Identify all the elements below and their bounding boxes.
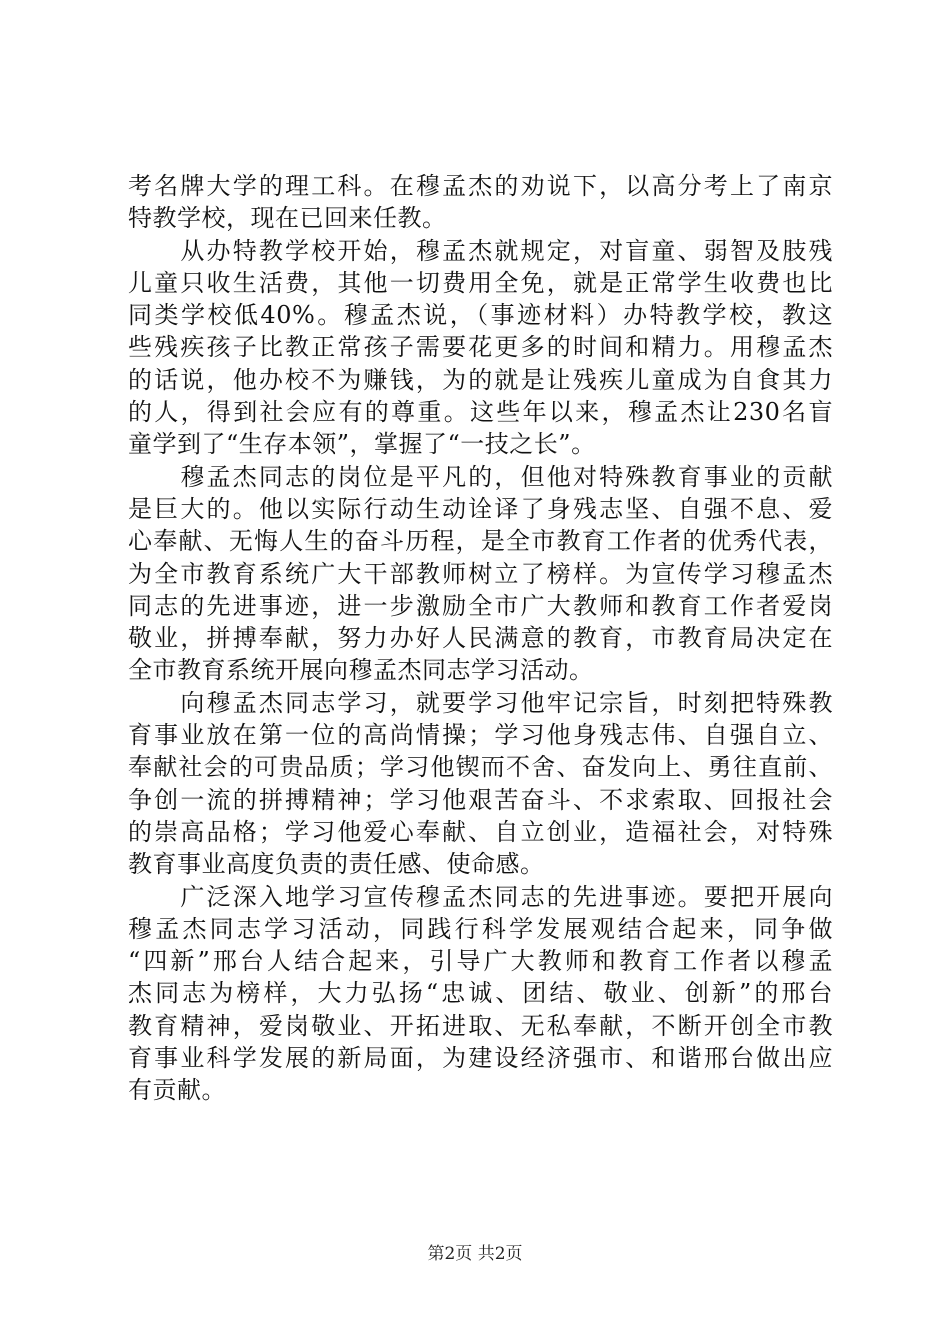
- text-line: 的崇高品格；学习他爱心奉献、自立创业，造福社会，对特殊: [128, 817, 833, 846]
- text-line: 穆孟杰同志学习活动，同践行科学发展观结合起来，同争做: [128, 914, 833, 943]
- text-line: 的话说，他办校不为赚钱，为的就是让残疾儿童成为自食其力: [128, 365, 833, 394]
- text-line: 杰同志为榜样，大力弘扬“忠诚、团结、敬业、创新”的邢台: [128, 979, 833, 1008]
- text-line: 穆孟杰同志的岗位是平凡的，但他对特殊教育事业的贡献: [128, 462, 833, 491]
- text-line: 儿童只收生活费，其他一切费用全免，就是正常学生收费也比: [128, 268, 833, 297]
- text-line: 向穆孟杰同志学习，就要学习他牢记宗旨，时刻把特殊教: [128, 688, 833, 717]
- text-line: 为全市教育系统广大干部教师树立了榜样。为宣传学习穆孟杰: [128, 559, 833, 588]
- text-line: 教育事业高度负责的责任感、使命感。: [128, 850, 545, 879]
- text-line: 争创一流的拼搏精神；学习他艰苦奋斗、不求索取、回报社会: [128, 785, 833, 814]
- text-line: “四新”邢台人结合起来，引导广大教师和教育工作者以穆孟: [128, 947, 833, 976]
- text-line: 同志的先进事迹，进一步激励全市广大教师和教育工作者爱岗: [128, 591, 833, 620]
- text-line: 是巨大的。他以实际行动生动诠译了身残志坚、自强不息、爱: [128, 494, 833, 523]
- text-line: 从办特教学校开始，穆孟杰就规定，对盲童、弱智及肢残: [128, 236, 833, 265]
- text-line: 童学到了“生存本领”，掌握了“一技之长”。: [128, 430, 596, 459]
- document-body: [128, 170, 833, 1107]
- text-line: 特教学校，现在已回来任教。: [128, 204, 447, 233]
- text-line: 些残疾孩子比教正常孩子需要花更多的时间和精力。用穆孟杰: [128, 333, 833, 362]
- text-line: 广泛深入地学习宣传穆孟杰同志的先进事迹。要把开展向: [128, 882, 833, 911]
- text-line: 奉献社会的可贵品质；学习他锲而不舍、奋发向上、勇往直前、: [128, 753, 833, 782]
- text-line: 育事业科学发展的新局面，为建设经济强市、和谐邢台做出应: [128, 1044, 833, 1073]
- page-footer: 第2页 共2页: [427, 1244, 523, 1264]
- text-line: 有贡献。: [128, 1076, 226, 1105]
- text-line: 敬业，拼搏奉献，努力办好人民满意的教育，市教育局决定在: [128, 624, 833, 653]
- text-line: 育事业放在第一位的高尚情操；学习他身残志伟、自强自立、: [128, 721, 833, 750]
- text-line: 考名牌大学的理工科。在穆孟杰的劝说下，以高分考上了南京: [128, 172, 833, 200]
- text-line: 心奉献、无悔人生的奋斗历程，是全市教育工作者的优秀代表，: [128, 527, 833, 556]
- text-line: 全市教育系统开展向穆孟杰同志学习活动。: [128, 656, 594, 685]
- text-line: 的人，得到社会应有的尊重。这些年以来，穆孟杰让230名盲: [128, 398, 833, 427]
- text-line: 教育精神，爱岗敬业、开拓进取、无私奉献，不断开创全市教: [128, 1011, 833, 1040]
- text-line: 同类学校低40%。穆孟杰说，（事迹材料）办特教学校，教这: [128, 301, 833, 330]
